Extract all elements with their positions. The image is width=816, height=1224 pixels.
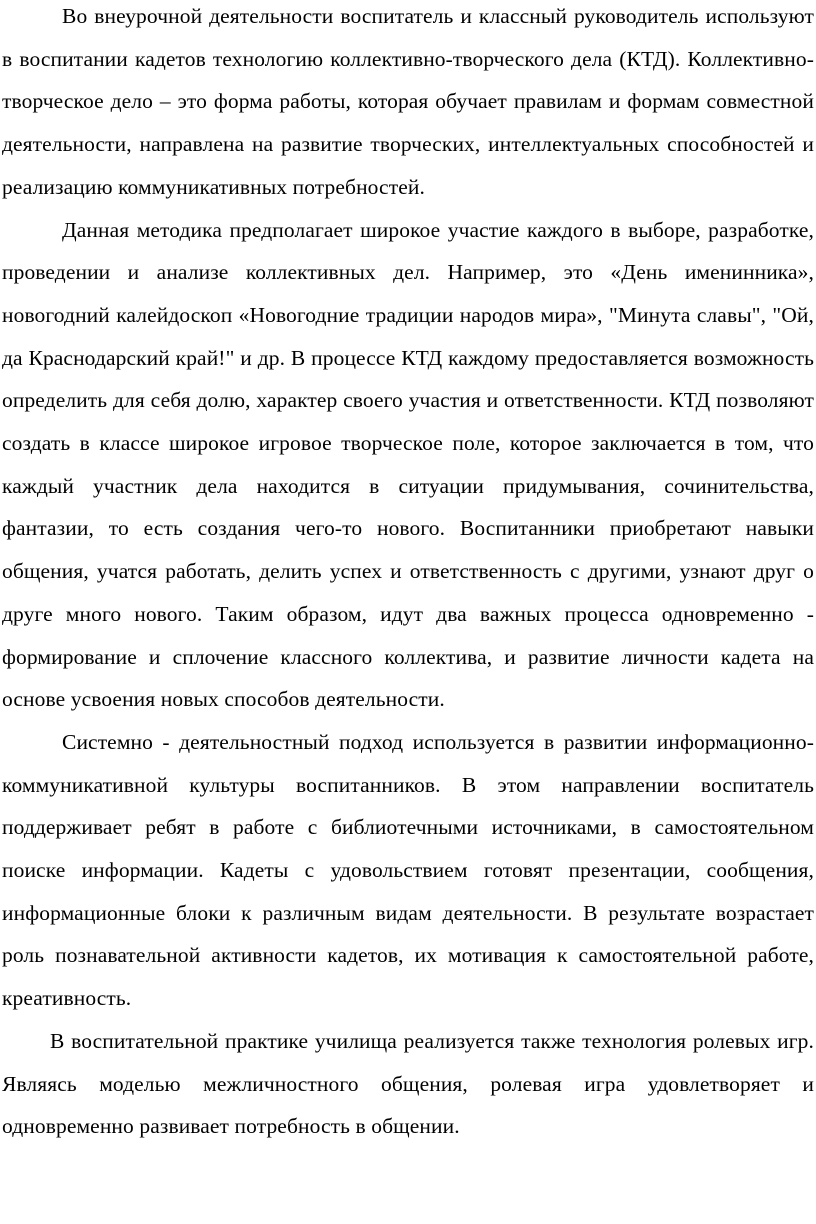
paragraph-ktd-intro: Во внеурочной деятельности воспитатель и классный руководитель используют в воспитании кадетов технологию коллективно-творческого дела (КТД). Коллективно-творческое дело – это форма работы, которая обучает правилам и формам совместной деятельности, направлена на развитие творческих, интеллектуальных способностей и реализацию коммуникативных потребностей.	[2, 4, 814, 199]
paragraph-system-approach: Системно - деятельностный подход используется в развитии информационно-коммуникативной культуры воспитанников. В этом направлении воспитатель поддерживает ребят в работе с библиотечными источниками, в самостоятельном поиске информации. Кадеты с удовольствием готовят презентации, сообщения, информационные блоки к различным видам деятельности. В результате возрастает роль познавательной активности кадетов, их мотивация к самостоятельной работе, креативность.	[2, 729, 814, 1011]
paragraph-ktd-method: Данная методика предполагает широкое участие каждого в выборе, разработке, проведении и анализе коллективных дел. Например, это «День именинника», новогодний калейдоскоп «Новогодние традиции народов мира», "Минута славы", "Ой, да Краснодарский край!" и др. В процессе КТД каждому предоставляется возможность определить для себя долю, характер своего участия и ответственности. КТД позволяют создать в классе широкое игровое творческое поле, которое заключается в том, что каждый участник дела находится в ситуации придумывания, сочинительства, фантазии, то есть создания чего-то нового. Воспитанники приобретают навыки общения, учатся работать, делить успех и ответственность с другими, узнают друг о друге много нового. Таким образом, идут два важных процесса одновременно - формирование и сплочение классного коллектива, и развитие личности кадета на основе усвоения новых способов деятельности.	[2, 217, 814, 712]
paragraph-role-games: В воспитательной практике училища реализуется также технология ролевых игр. Являясь моделью межличностного общения, ролевая игра удовлетворяет и одновременно развивает потребность в общении.	[2, 1028, 814, 1139]
